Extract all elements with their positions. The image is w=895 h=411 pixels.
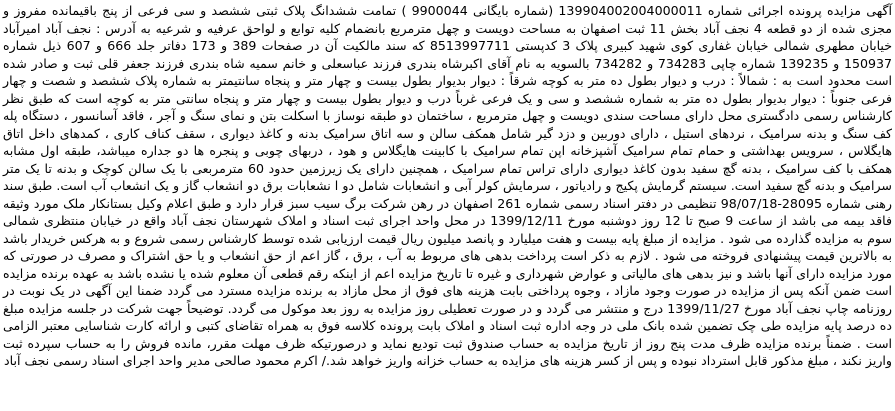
auction-notice-text: آگهی مزایده پرونده اجرائی شماره 139904002004000011 (شماره بایگانی 9900044 ) تمامت ششدانگ پلاک ثبتی ششصد و سی فرعی از پنج باقیمانده مفروز و مجزی شده از دو قطعه 4 نجف آباد بخش 11 ثبت اصفهان به مساحت دویست و چهل مترمربع بانضمام کلیه توابع و لواحق عرفیه و شرعیه به آدرس : نجف آباد امیرآباد خیابان مطهری شمالی خیابان غفاری کوی شهید کبیری پلاک 3 کدپستی 8513997711 که سند مالکیت آن در صفحات 389 و 173 دفاتر جلد 666 و 607 ذیل شماره 150937 و 139235 شماره چاپی 734283 و 734282 بالسویه به نام آقای اکبرشاه بندری فرزند عباسعلی و خانم سمیه شاه بندری فرزند جعفر قلی ثبت و صادر شده است محدود است به : شمالاً : درب و دیوار بطول ده متر به کوچه شرقاً : دیوار بدیوار بطول بیست و چهار متر و پنجاه سانتیمتر به شماره پلاک ششصد و شصت و چهار فرعی جنوباً : دیوار بدیوار بطول ده متر به شماره ششصد و سی و یک فرعی غرباً درب و دیوار بطول بیست و چهار متر و پنجاه سانتی متر به کوچه است که طبق نظر کارشناس رسمی دادگستری محل دارای مساحت سندی دویست و چهل مترمربع ، ساختمان دو طبقه نوساز با اسکلت بتن و نمای سنگ و آجر ، فاقد آسانسور ، دستگاه پله کف سنگ و بدنه سرامیک ، نردهای استیل ، دارای دوربین و دزد گیر شامل همکف سالن و سه اتاق سرامیک بدنه و کاغذ دیواری ، سقف کناف کاری ، کمدهای داخل اتاق هایگلاس ، سرویس بهداشتی و حمام تمام سرامیک آشپزخانه اپن تمام سرامیک با کابینت هایگلاس و هود ، دربهای چوبی و پنجره ها دو جداره میباشد، طبقه اول مشابه همکف با کف سرامیک ، بدنه گچ سفید بدون کاغذ دیواری دارای تراس تمام سرامیک ، همچنین دارای یک زیرزمین حدود 60 مترمربعی با یک سالن کوچک و بدنه تا یک متر سرامیک و بدنه گچ سفید است. سیستم گرمایش پکیج و رادیاتور ، سرمایش کولر آبی و انشعابات شامل دو ا نشعابات برق دو انشعاب گاز و یک انشعاب آب است. طبق سند رهنی شماره 28095-98/07/18 تنظیمی در دفتر اسناد رسمی شماره 261 اصفهان در رهن شرکت برگ سیب سبز قرار دارد و طبق اعلام وکیل بستانکار ملک مورد وثیقه فاقد بیمه می باشد از ساعت 9 صبح تا 12 روز دوشنبه مورخ 1399/12/11 در محل واحد اجرای ثبت اسناد و املاک شهرستان نجف آباد واقع در خیابان منتظری شمالی سوم به مزایده گذارده می شود . مزایده از مبلغ پایه بیست و هفت میلیارد و پانصد میلیون ریال قیمت ارزیابی شده توسط کارشناس رسمی شروع و به هرکس خریدار باشد به بالاترین قیمت پیشنهادی فروخته می شود . لازم به ذکر است پرداخت بدهی های مربوط به آب ، برق ، گاز اعم از حق انشعاب و یا حق اشتراک و مصرف در صورتی که مورد مزایده دارای آنها باشد و نیز بدهی های مالیاتی و عوارض شهرداری و غیره تا تاریخ مزایده اعم از اینکه رقم قطعی آن معلوم شده یا نشده باشد به عهده برنده مزایده است ضمن آنکه پس از مزایده در صورت وجود مازاد ، وجوه پرداختی بابت هزینه های فوق از محل مازاد به برنده مزایده مسترد می گردد ضمنا این آگهی در یک نوبت در روزنامه چاپ نجف آباد مورخ 1399/11/27 درج و منتشر می گردد و در صورت تعطیلی روز مزایده به روز بعد موکول می گردد. توضیحاً جهت شرکت در جلسه مزایده مبلغ ده درصد پایه مزایده طی چک تضمین شده بانک ملی در وجه اداره ثبت اسناد و املاک بابت پرونده کلاسه فوق به همراه تقاضای کتبی و ارائه کارت شناسایی معتبر الزامی است . ضمناً برنده مزایده ظرف مدت پنج روز از تاریخ مزایده به حساب صندوق ثبت تودیع نماید و درصورتیکه ظرف مهلت مقرر، مانده فروش را به حساب سپرده ثبت واریز نکند ، مبلغ مذکور قابل استرداد نبوده و پس از کسر هزینه های مزایده به حساب خزانه واریز خواهد شد./ اکرم محمود صالحی مدیر واحد اجرای اسناد رسمی نجف آباد xyxy=(3,3,893,368)
